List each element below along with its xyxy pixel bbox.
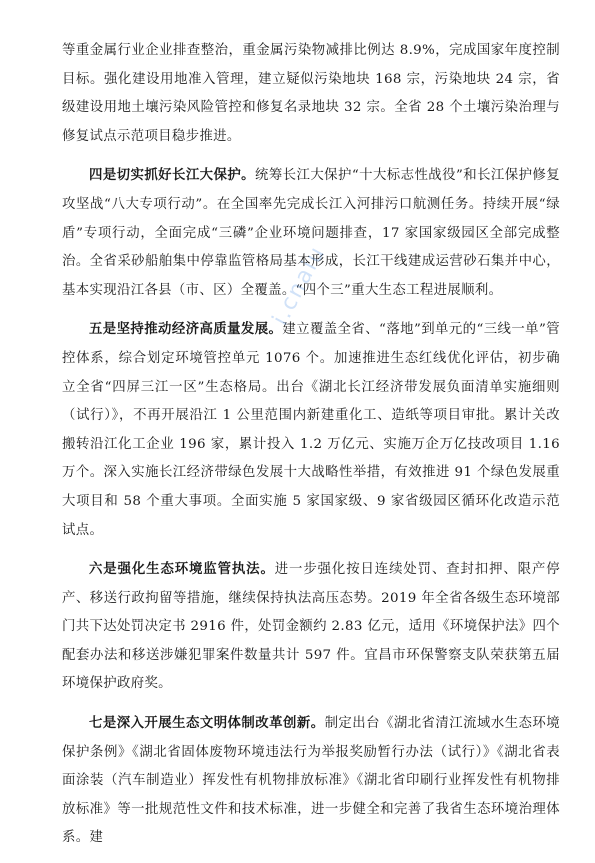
paragraph-text: 建立覆盖全省、“落地”到单元的“三线一单”管控体系，综合划定环境管控单元 1076 个。加速推进生态红线优化评估，初步确立全省“四屏三江一区”生态格局。出台《湖北长江经济带发展负面清单实施细则（试行）》，不再开展沿江 1 公里范围内新建重化工、造纸等项目审批。累计关改搬转沿江化工企业 196 家，累计投入 1.2 万亿元、实施万企万亿技改项目 1.16 万个。深入实施长江经济带绿色发展十大战略性举措，有效推进 91 个绿色发展重大项目和 58 个重大事项。全面实施 5 家国家级、9 家省级园区循环化改造示范试点。 (62, 322, 560, 538)
paragraph-text: 进一步强化按日连续处罚、查封扣押、限产停产、移送行政拘留等措施，继续保持执法高压态势。2019 年全省各级生态环境部门共下达处罚决定书 2916 件，处罚金额约 2.83 亿元，适用《环境保护法》四个配套办法和移送涉嫌犯罪案件数量共计 597 件。宜昌市环保警察支队荣获第五届环境保护政府奖。 (62, 562, 560, 692)
document-body (62, 36, 560, 863)
paragraph-lead: 五是坚持推动经济高质量发展。 (89, 321, 283, 338)
paragraph-economic-development (62, 315, 560, 545)
paragraph-text: 统筹长江大保护“十大标志性战役”和长江保护修复攻坚战“八大专项行动”。在全国率先完成长江入河排污口航测任务。持续开展“绿盾”专项行动，全面完成“三磷”企业环境问题排查，17 家国家级园区全部完成整治。全省采砂船舶集中停靠监管格局基本形成，长江干线建成运营砂石集并中心，基本实现沿江各县（市、区）全覆盖。“四个三”重大生态工程进展顺利。 (62, 168, 561, 298)
paragraph-text: 等重金属行业企业排查整治，重金属污染物减排比例达 8.9%，完成国家年度控制目标。强化建设用地准入管理，建立疑似污染地块 168 宗，污染地块 24 宗，省级建设用地土壤污染风险管控和修复名录地块 32 宗。全省 28 个土壤污染治理与修复试点示范项目稳步推进。 (62, 43, 560, 144)
paragraph-yangtze-protection (62, 161, 560, 305)
paragraph-text: 制定出台《湖北省清江流域水生态环境保护条例》《湖北省固体废物环境违法行为举报奖励暂行办法（试行）》《湖北省表面涂装（汽车制造业）挥发性有机物排放标准》《湖北省印刷行业挥发性有机物排放标准》等一批规范性文件和技术标准，进一步健全和完善了我省生态环境治理体系。建 (62, 716, 561, 846)
watermark: i.cnaiu (268, 241, 331, 330)
paragraph-lead: 四是切实抓好长江大保护。 (89, 167, 256, 184)
paragraph-lead: 七是深入开展生态文明体制改革创新。 (89, 715, 325, 732)
paragraph-enforcement (62, 555, 560, 699)
paragraph-reform-innovation (62, 709, 560, 853)
paragraph-lead: 六是强化生态环境监管执法。 (89, 561, 275, 578)
paragraph-continuation (62, 36, 560, 151)
